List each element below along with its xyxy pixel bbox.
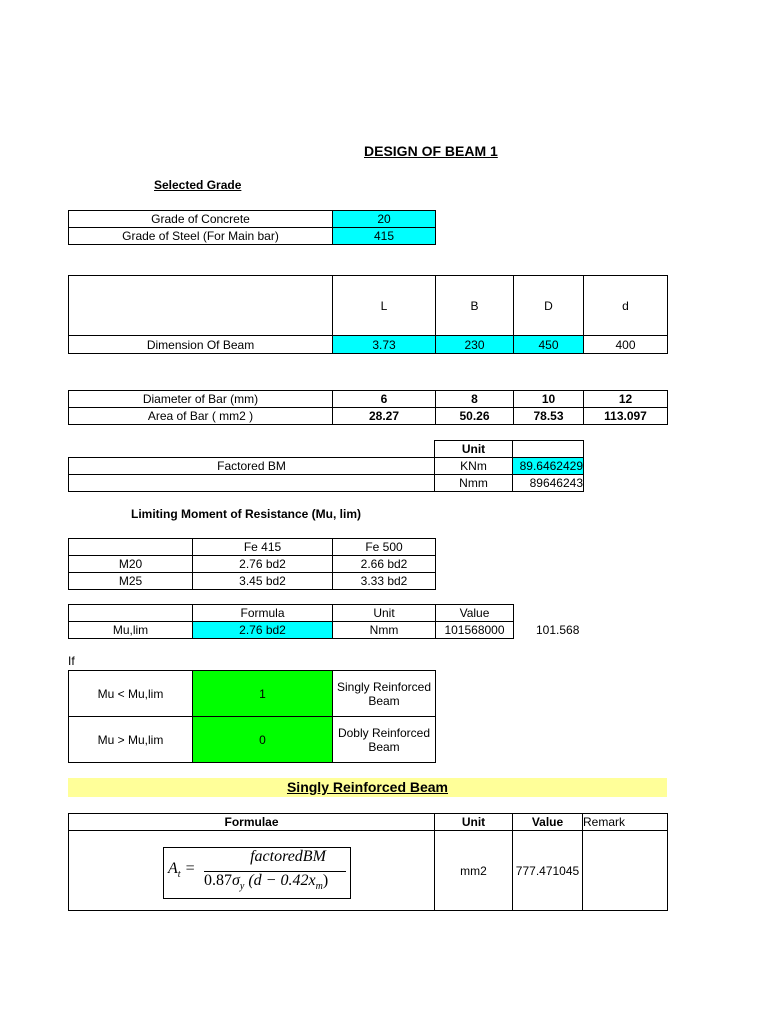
condition-doubly: Mu > Mu,lim (69, 717, 193, 763)
limiting-moment-table (68, 538, 436, 590)
bar-area-10: 78.53 (514, 408, 584, 425)
factored-bm-table (68, 440, 584, 492)
factored-bm-unit-knm: KNm (435, 458, 513, 475)
factored-bm-value-nmm: 89646243 (513, 475, 584, 492)
formula-cell (69, 831, 435, 911)
mulim-formula[interactable]: 2.76 bd2 (193, 622, 333, 639)
limiting-row-grade: M20 (69, 556, 193, 573)
factored-bm-value-knm[interactable]: 89.6462429 (513, 458, 584, 475)
formula-value: 777.471045 (513, 831, 583, 911)
grade-table (68, 210, 436, 245)
bar-table (68, 390, 668, 425)
factored-bm-unit-nmm: Nmm (435, 475, 513, 492)
dimension-table (68, 275, 668, 354)
limiting-header-blank (69, 539, 193, 556)
bar-diameter-6: 6 (333, 391, 436, 408)
mulim-label: Mu,lim (69, 622, 193, 639)
formula-table (68, 813, 668, 911)
formula-header-value: Value (513, 814, 583, 831)
dimension-header-blank (69, 276, 333, 336)
bar-diameter-10: 10 (514, 391, 584, 408)
bar-diameter-12: 12 (584, 391, 668, 408)
if-label: If (68, 654, 75, 668)
dimension-label: Dimension Of Beam (69, 336, 333, 354)
mulim-header-value: Value (436, 605, 514, 622)
limiting-row-grade: M25 (69, 573, 193, 590)
formula-header-remark: Remark (583, 814, 668, 831)
page-title: DESIGN OF BEAM 1 (364, 143, 498, 159)
mulim-header-formula: Formula (193, 605, 333, 622)
formula-denominator: $0.87\sigma_y$ $(d - 0.42x_m)$ (204, 872, 329, 893)
formula-header-formulae: Formulae (69, 814, 435, 831)
limiting-row-fe415: 3.45 bd2 (193, 573, 333, 590)
dimension-D-value[interactable]: 450 (514, 336, 584, 354)
formula-box (163, 847, 351, 899)
bar-diameter-label: Diameter of Bar (mm) (69, 391, 333, 408)
dimension-header-D: D (514, 276, 584, 336)
mulim-header-blank (69, 605, 193, 622)
formula-header-unit: Unit (435, 814, 513, 831)
formula-numerator: factoredBM (250, 848, 326, 865)
dimension-header-B: B (436, 276, 514, 336)
dimension-L-value[interactable]: 3.73 (333, 336, 436, 354)
limiting-row-fe500: 3.33 bd2 (333, 573, 436, 590)
factored-bm-blank (69, 441, 435, 458)
singly-heading: Singly Reinforced Beam (286, 779, 449, 795)
mulim-unit: Nmm (333, 622, 436, 639)
bar-diameter-8: 8 (436, 391, 514, 408)
bar-area-8: 50.26 (436, 408, 514, 425)
formula-unit: mm2 (435, 831, 513, 911)
formula-lhs: $A_t$ = (168, 860, 196, 881)
formula-remark (583, 831, 668, 911)
bar-area-label: Area of Bar ( mm2 ) (69, 408, 333, 425)
limiting-header-fe415: Fe 415 (193, 539, 333, 556)
grade-steel-label: Grade of Steel (For Main bar) (69, 228, 333, 245)
grade-steel-value[interactable]: 415 (333, 228, 436, 245)
mulim-outside-value: 101.568 (536, 623, 580, 637)
factored-bm-value-header (513, 441, 584, 458)
factored-bm-label-blank (69, 475, 435, 492)
dimension-d-value: 400 (584, 336, 668, 354)
factored-bm-label: Factored BM (69, 458, 435, 475)
limiting-row-fe415: 2.76 bd2 (193, 556, 333, 573)
mulim-value: 101568000 (436, 622, 514, 639)
bar-area-12: 113.097 (584, 408, 668, 425)
condition-doubly-flag: 0 (193, 717, 333, 763)
limiting-moment-heading: Limiting Moment of Resistance (Mu, lim) (131, 507, 362, 521)
condition-singly-result: Singly Reinforced Beam (333, 671, 436, 717)
factored-bm-unit-header: Unit (435, 441, 513, 458)
grade-concrete-label: Grade of Concrete (69, 211, 333, 228)
grade-concrete-value[interactable]: 20 (333, 211, 436, 228)
condition-singly-flag: 1 (193, 671, 333, 717)
selected-grade-heading: Selected Grade (154, 178, 242, 192)
dimension-B-value[interactable]: 230 (436, 336, 514, 354)
condition-singly: Mu < Mu,lim (69, 671, 193, 717)
mulim-header-unit: Unit (333, 605, 436, 622)
dimension-header-d: d (584, 276, 668, 336)
bar-area-6: 28.27 (333, 408, 436, 425)
limiting-row-fe500: 2.66 bd2 (333, 556, 436, 573)
condition-doubly-result: Dobly Reinforced Beam (333, 717, 436, 763)
condition-table (68, 670, 436, 763)
dimension-header-L: L (333, 276, 436, 336)
mulim-table (68, 604, 514, 639)
limiting-header-fe500: Fe 500 (333, 539, 436, 556)
